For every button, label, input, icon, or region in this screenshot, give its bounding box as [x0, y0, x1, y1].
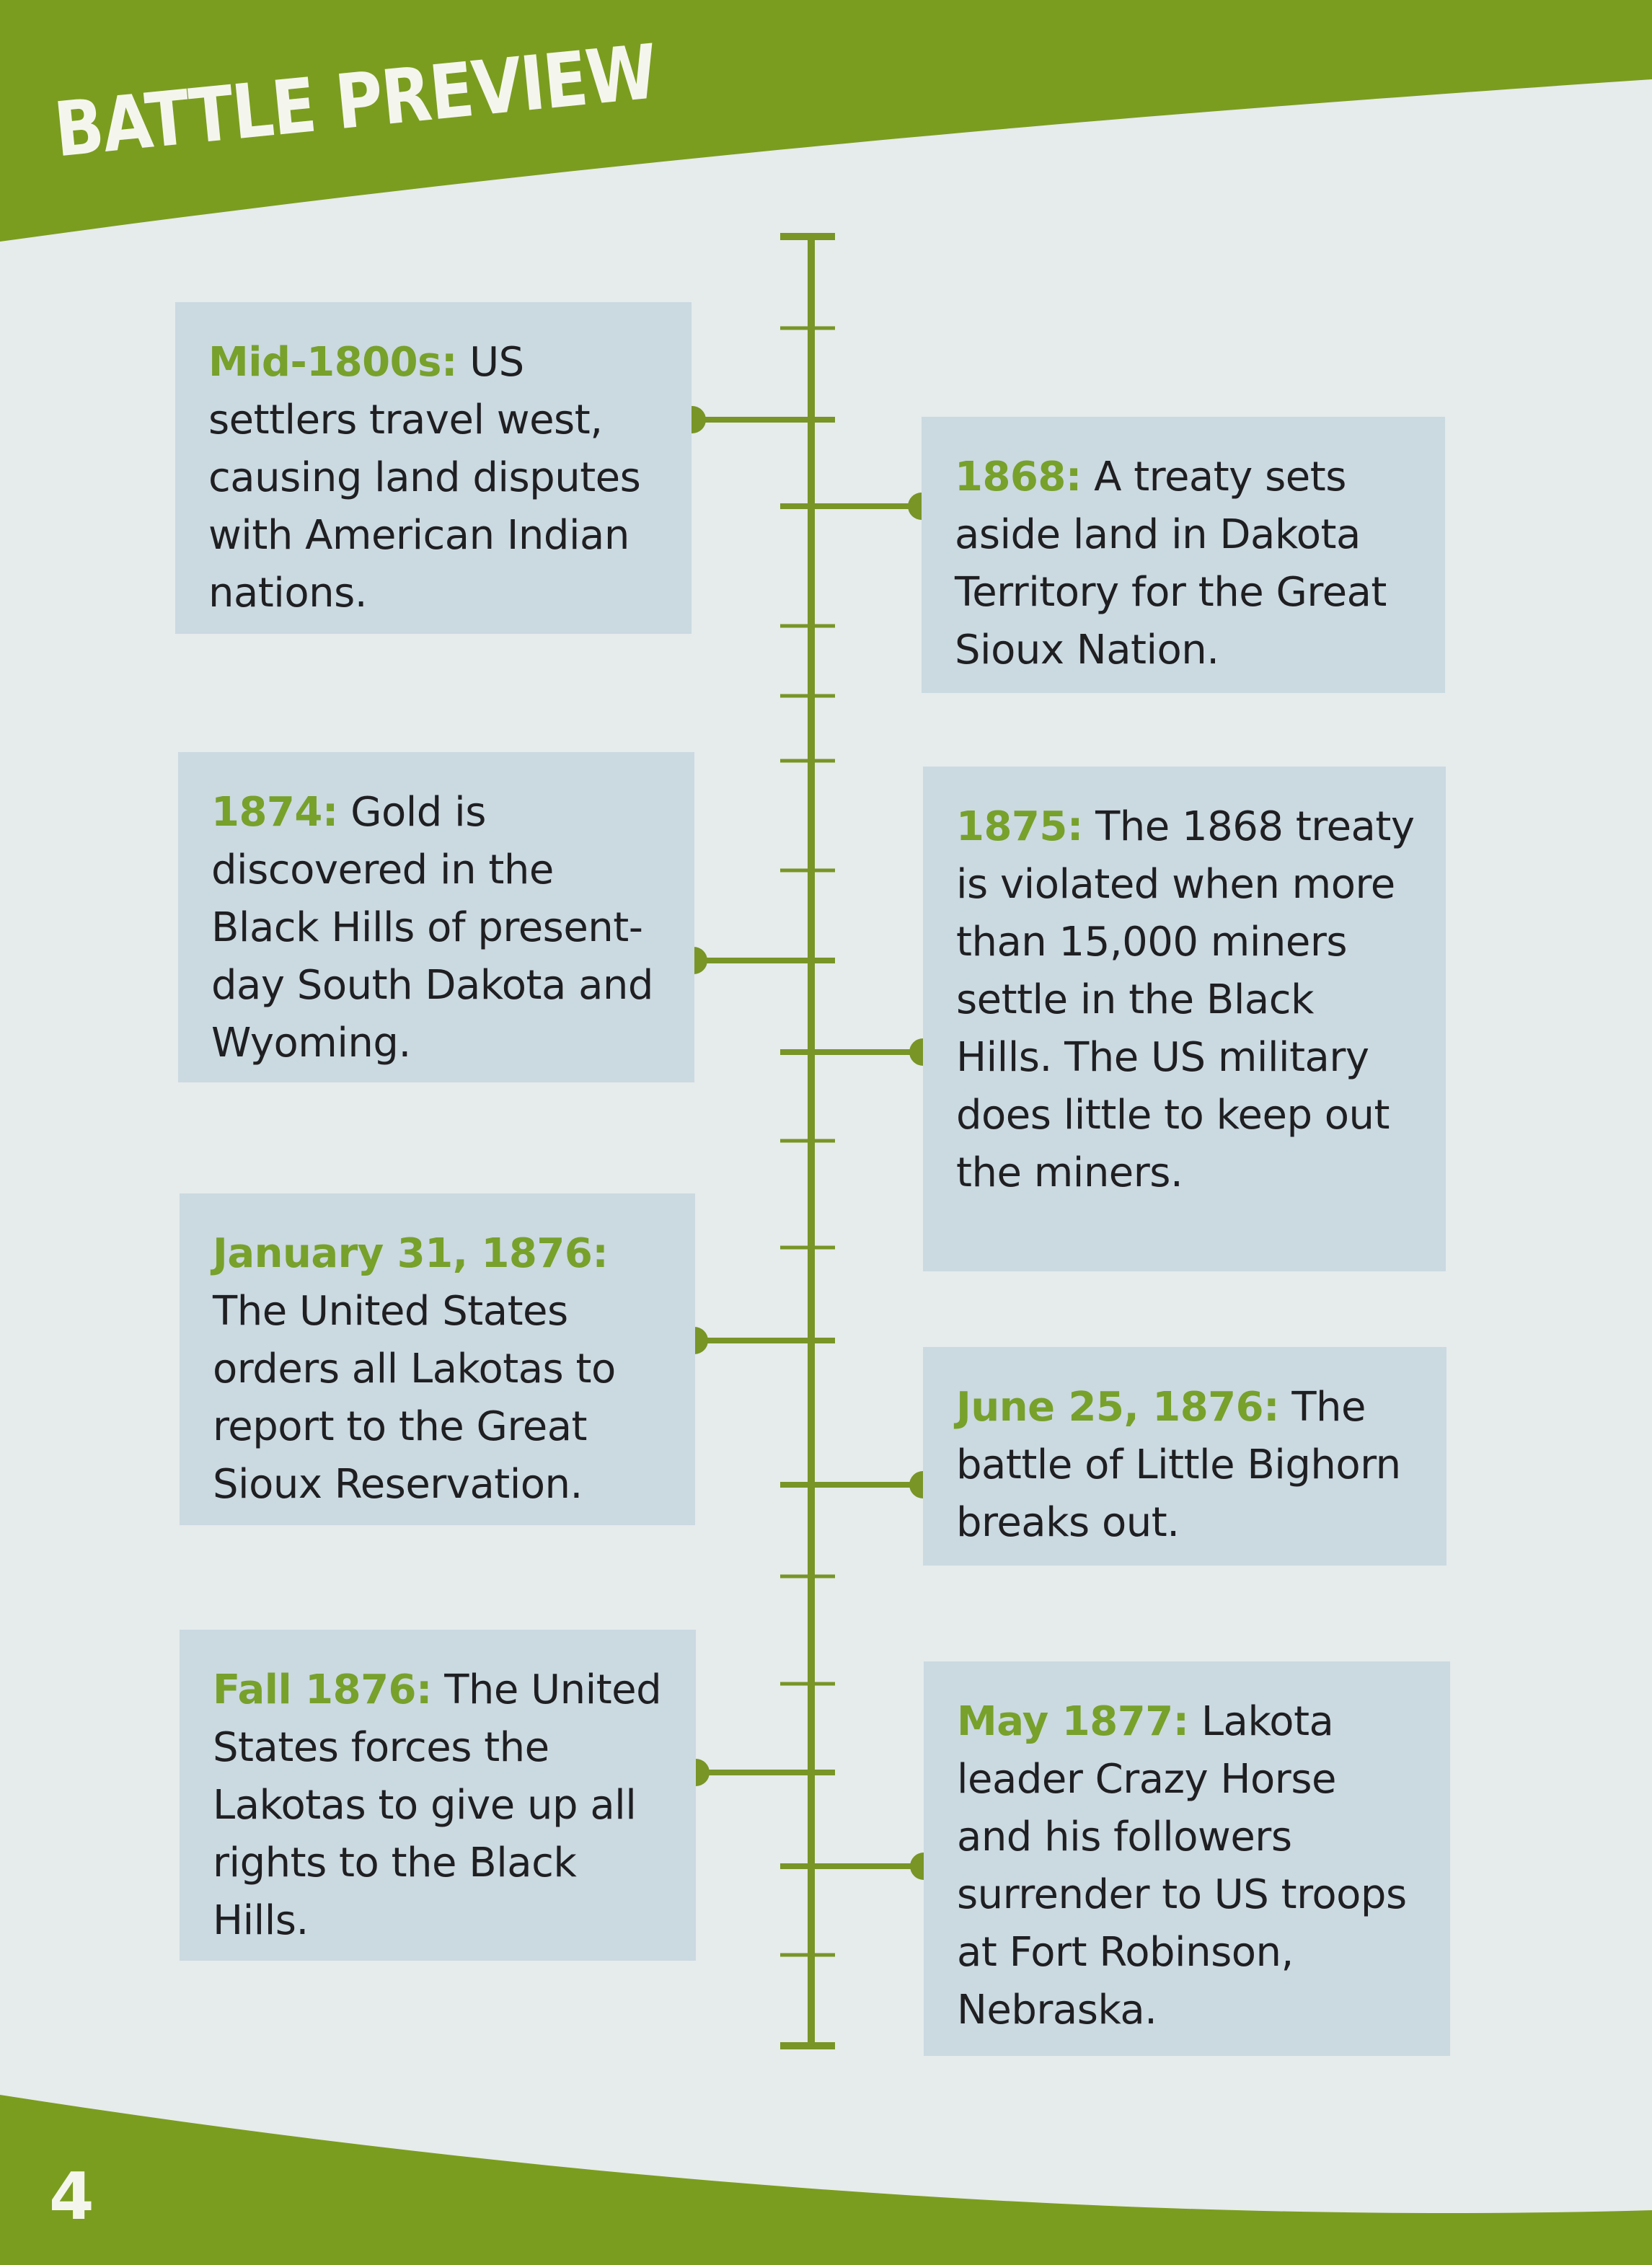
timeline-event-fall-1876 [180, 1630, 696, 1961]
event-date: 1875: [956, 803, 1083, 850]
page-number: 4 [49, 2159, 94, 2235]
event-text: Lakota leader Crazy Horse and his followers surrender to US troops at Fort Robinson, Nebraska. [957, 1698, 1407, 2034]
event-text: A treaty sets aside land in Dakota Territory for the Great Sioux Nation. [955, 454, 1387, 674]
event-text: Gold is discovered in the Black Hills of present-day South Dakota and Wyoming. [211, 789, 653, 1067]
timeline-event-june-1876 [923, 1347, 1446, 1566]
event-date: Mid-1800s: [208, 339, 457, 386]
event-date: 1868: [955, 454, 1082, 500]
event-text: US settlers travel west, causing land disputes with American Indian nations. [208, 339, 641, 617]
event-date: 1874: [211, 789, 338, 836]
timeline-event-1868 [922, 417, 1445, 693]
timeline-event-january-1876 [180, 1193, 695, 1525]
event-text: The battle of Little Bighorn breaks out. [956, 1384, 1401, 1546]
event-text: The United States orders all Lakotas to report to the Great Sioux Reservation. [213, 1288, 616, 1508]
event-text: The United States forces the Lakotas to give up all rights to the Black Hills. [213, 1666, 662, 1944]
timeline-event-mid-1800s [175, 302, 692, 634]
page-title: BATTLE PREVIEW [50, 27, 661, 175]
event-date: June 25, 1876: [956, 1384, 1279, 1431]
timeline-event-1874 [178, 752, 694, 1082]
timeline-event-1875 [923, 767, 1446, 1271]
event-date: May 1877: [957, 1698, 1189, 1745]
event-date: Fall 1876: [213, 1666, 432, 1713]
event-date: January 31, 1876: [213, 1230, 609, 1277]
timeline-event-may-1877 [924, 1661, 1450, 2056]
event-text: The 1868 treaty is violated when more than 15,000 miners settle in the Black Hills. The US military does little to keep out the miners. [956, 803, 1415, 1196]
